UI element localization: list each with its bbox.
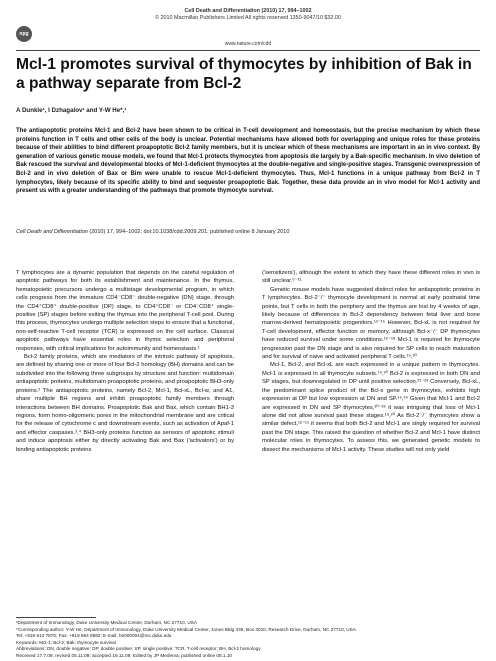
abstract: The antiapoptotic proteins Mcl-1 and Bcl-2 have been shown to be critical in T-cell development and homeostasis, but the precise mechanism by which these proteins function in T cells and other cells of the body is unclear. Potential mechanisms have allowed both for overlapping and unique roles for these proteins because of their abilities to bind different proapoptotic Bcl-2 family members, but it is unclear which of these mechanisms are important in an in vivo context. By generation of various genetic mouse models, we found that Mcl-1 protects thymocytes from apoptosis die largely by a Bak-specific mechanism. In vivo deletion of Bak rescued the survival and developmental blocks of Mcl-1-deficient thymocytes at the double-negative and single-positive stages. Transgenic overexpression of Bcl-2 and in vivo deletion of Bax or Bim were unable to rescue Mcl-1-deficient thymocytes. Thus, Mcl-1 functions in a unique pathway from Bcl-2 in T lymphocytes, likely because of its specific ability to bind and sequester proapoptotic Bak. Together, these data provide an in vivo model for Mcl-1 activity and present us with a greater understanding of the pathways that promote thymocyte survival. xyxy=(16,128,480,195)
citation-line xyxy=(16,229,480,236)
journal-header xyxy=(0,8,496,22)
body-paragraph: Mcl-1, Bcl-2, and Bcl-xL are each expressed in a unique pattern in thymocytes. Mcl-1 is expressed in all thymocyte subsets.¹⁹,²⁰ Bcl-2 is expressed in both DN and SP stages, but downregulated in DP until positive selection.²¹⁻²³ Conversely, Bcl-xL, the predominant splice product of the Bcl-x gene in thymocytes, exhibits high expression at DP but low expression at DN and SP.¹⁶,²⁴ Given that Mcl-1 and Bcl-2 are expressed in DN and SP thymocytes,²⁰⁻²³ it was intriguing that loss of Mcl-1 alone did not allow survival past these stages.¹⁹,²⁰ As Bcl-2⁻/⁻ thymocytes show a similar defect,¹²⁻¹⁵ it seems that both Bcl-2 and Mcl-1 are singly required for survival past the DN stage. This raised the question of whether Bcl-2 and Mcl-1 have distinct molecular roles in thymocytes. To assess this, we generated genetic models to dissect the mechanisms of Mcl-1 activity. These studies will not only yield xyxy=(262,362,480,453)
received-note: Received 17.7.09; revised 05.11.09; accepted 19.11.09; Edited by JP Medema; published online 08.1.10 xyxy=(16,652,233,658)
footnotes xyxy=(16,620,480,659)
contact-note: Tel: +919 613 7870; Fax: +919 684 8982; E-mail: he000004@mc.duke.edu xyxy=(16,633,172,638)
author-list: A Dunkle¹, I Dzhagalov¹ and Y-W He*,¹ xyxy=(16,107,127,114)
body-paragraph: Bcl-2 family proteins, which are mediators of the intrinsic pathway of apoptosis, are defined by sharing one or more of four Bcl-2 homology (BH) domains and can be subdivided into the following three subgroups by structure and function: multidomain antiapoptotic proteins, multidomain proapoptotic proteins, and proapoptotic BH3-only proteins.² The antiapoptotic proteins, namely Bcl-2, Mcl-1, Bcl-xL, Bcl-w, and A1, share multiple BH regions and inhibit proapoptotic family members through interactions between BH domains. Proapoptotic Bak and Bax, which contain BH1-3 regions, form homo-oligomeric pores in the mitochondrial membrane and are critical for the release of cytochrome c and downstream events, such as activation of Apaf-1 and effector caspases.³,⁴ BH3-only proteins function as sensors of apoptotic stimuli and induce apoptosis either by directly activating Bak and Bax ('activators') or by binding antiapoptotic proteins xyxy=(16,354,234,453)
copyright-line: © 2010 Macmillan Publishers Limited All rights reserved 1350-9047/10 $32.00 xyxy=(155,15,341,22)
journal-url-link[interactable]: www.nature.com/cdd xyxy=(224,41,272,47)
abbreviations-note: Abbreviations: DN, double negative; DP, double positive; SP, single positive; TCR, T-cell receptor; BH, Bcl-2 homology xyxy=(16,646,261,651)
correspondence-note: *Corresponding author: Y-W He, Department of Immunology, Duke University Medical Center, Jones Bldg 335, Box 3010, Research Drive, Durham, NC 27710, USA. xyxy=(16,626,358,632)
publisher-logo: npg xyxy=(16,26,32,42)
keywords-note: Keywords: Mcl-1; Bcl-2; Bak; thymocyte survival xyxy=(16,639,116,645)
journal-line: Cell Death and Differentiation (2010) 17, 994–1002 xyxy=(184,8,312,14)
citation-journal: Cell Death and Differentiation xyxy=(16,229,88,235)
header-divider xyxy=(16,50,480,51)
body-paragraph: ('sensitizers'), although the extent to which they have these different roles in vivo is still unclear.⁵⁻¹¹ xyxy=(262,270,480,285)
body-column-left xyxy=(16,269,234,454)
citation-details: (2010) 17, 994–1002; doi:10.1038/cdd.2009.201; published online 8 January 2010 xyxy=(87,229,290,235)
body-paragraph: T lymphocytes are a dynamic population that depends on the careful regulation of apoptotic pathways for both its establishment and maintenance. In the thymus, hematopoietic precursors undergo a multistage developmental program, in which cells progress from the immature CD4⁻CD8⁻ double-negative (DN) stage, through the CD4⁺CD8⁺ double-positive (DP) stage, to CD4⁺CD8⁻ or CD4⁻CD8⁺ single-positive (SP) stages before exiting the thymus into the peripheral T-cell pool. During this process, thymocytes undergo multiple selection steps to ensure that a functional, non-self-reactive T-cell receptor (TCR) is expressed on the cell surface. Classical apoptotic pathways have essential roles in thymic selection and peripheral responses, with critical implications for autoimmunity and homeostasis.¹ xyxy=(16,270,234,352)
affiliation-note: ¹Department of Immunology, Duke University Medical Center, Durham, NC 27710, USA xyxy=(16,620,197,625)
footnote-divider xyxy=(16,617,96,618)
body-column-right xyxy=(262,269,480,454)
body-paragraph: Genetic mouse models have suggested distinct roles for antiapoptotic proteins in T lymphocytes. Bcl-2⁻/⁻ thymocyte development is normal at early postnatal time points, but T cells in both the periphery and the thymus are lost by 4 weeks of age, likely because of differences in Bcl-2 dependency between fetal liver and bone marrow-derived hematopoietic progenitors.¹²⁻¹⁵ However, Bcl-xL is not required for T-cell development, effector function or memory, although Bcl-x⁻/⁻ DP thymocytes have reduced survival under some conditions.¹⁶⁻¹⁸ Mcl-1 is required for thymocyte progression past the DN stage and is also required for SP cells to reach maturation and for survival of naive and activated peripheral T cells.¹⁹,²⁰ xyxy=(262,286,480,361)
article-title: Mcl-1 promotes survival of thymocytes by inhibition of Bak in a pathway separate from Bcl-2 xyxy=(16,56,472,92)
